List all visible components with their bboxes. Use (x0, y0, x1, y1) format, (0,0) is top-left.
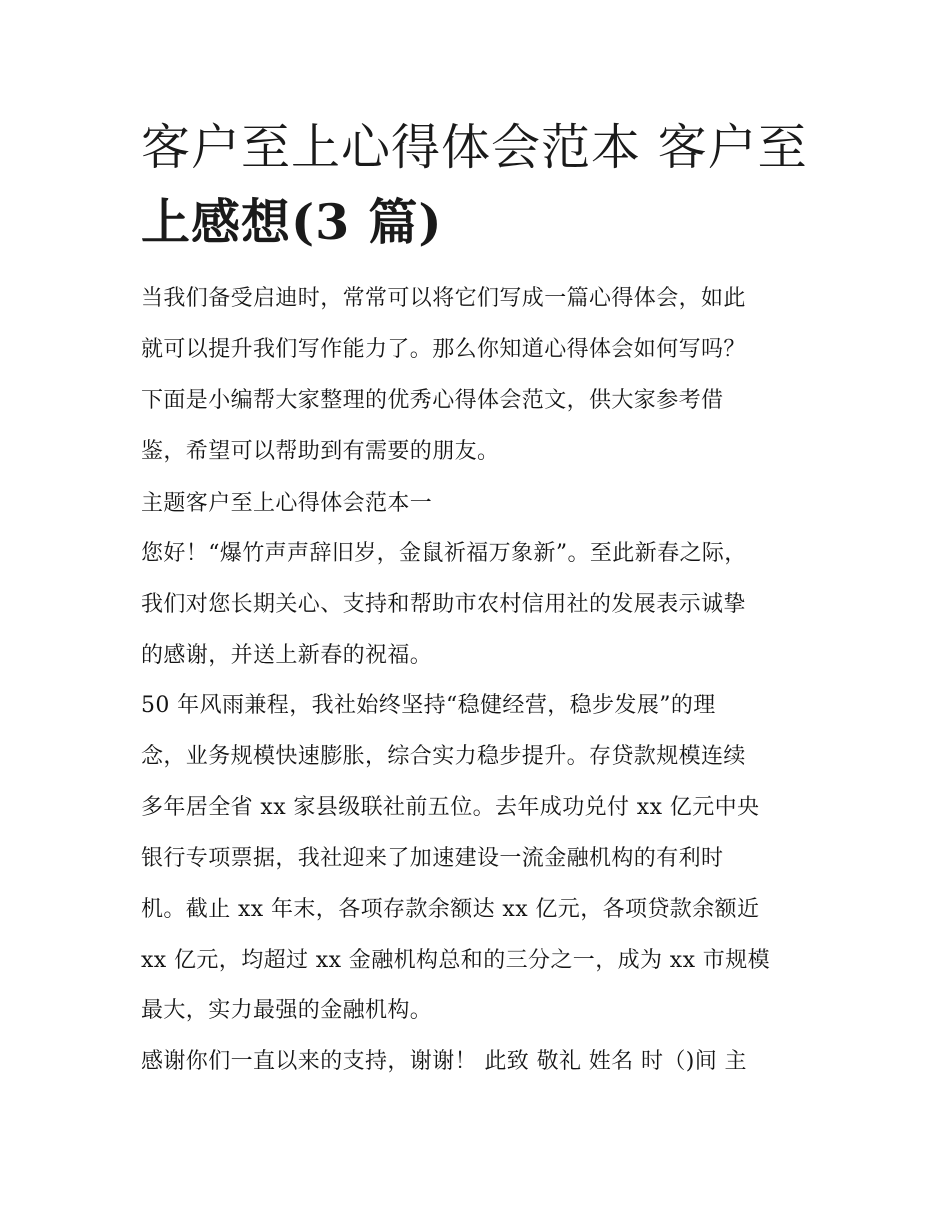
section-heading: 主题客户至上心得体会范本一 (141, 491, 433, 516)
document-title-line-2 (141, 192, 831, 253)
body-line: 就可以提升我们写作能力了。那么你知道心得体会如何写吗？ (141, 337, 746, 362)
body-line: 感谢你们一直以来的支持，谢谢！ 此致 敬礼 姓名 时（)间 主 (141, 1049, 747, 1074)
body-line: 最大，实力最强的金融机构。 (141, 998, 433, 1023)
document-title-line-2-text: 上感想(3 篇) (141, 193, 443, 251)
body-line: 念，业务规模快速膨胀，综合实力稳步提升。存贷款规模连续 (141, 744, 746, 769)
body-line: 下面是小编帮大家整理的优秀心得体会范文，供大家参考借 (141, 388, 724, 413)
body-line: 50 年风雨兼程，我社始终坚持“稳健经营，稳步发展”的理 (141, 693, 716, 718)
body-line: 您好！“爆竹声声辞旧岁，金鼠祈福万象新”。至此新春之际， (141, 541, 747, 566)
body-line: 当我们备受启迪时，常常可以将它们写成一篇心得体会，如此 (141, 286, 746, 311)
body-line: 我们对您长期关心、支持和帮助市农村信用社的发展表示诚挚 (141, 592, 746, 617)
document-title-line-1: 客户至上心得体会范本 客户至 (141, 119, 808, 176)
body-line: xx 亿元，均超过 xx 金融机构总和的三分之一，成为 xx 市规模 (141, 948, 771, 973)
body-line: 多年居全省 xx 家县级联社前五位。去年成功兑付 xx 亿元中央 (141, 795, 760, 820)
body-line: 鉴，希望可以帮助到有需要的朋友。 (141, 439, 500, 464)
body-line: 机。截止 xx 年末，各项存款余额达 xx 亿元，各项贷款余额近 (141, 897, 760, 922)
body-line: 的感谢，并送上新春的祝福。 (141, 643, 433, 668)
body-line: 银行专项票据，我社迎来了加速建设一流金融机构的有利时 (141, 846, 724, 871)
